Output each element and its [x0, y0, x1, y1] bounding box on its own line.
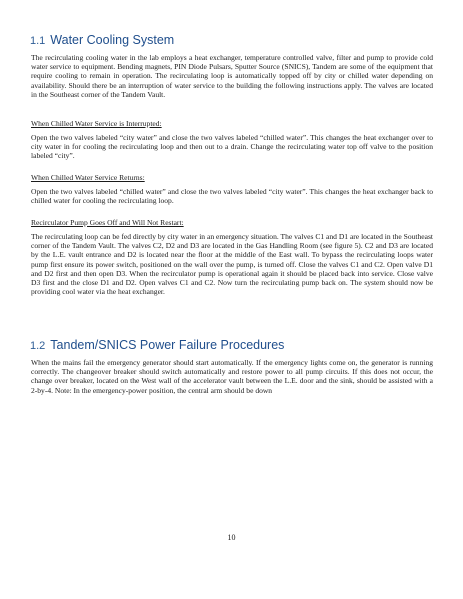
recirculator-pump-paragraph: The recirculating loop can be fed directly by city water in an emergency situation. The valves C1 and D1 are located in the Southeast corner of the Tandem Vault. The valves C2, D2 and D3 are located in the Gas Handling Room (see figure 5). C2 and D3 are located by the L.E. vault entrance and D2 is located near the floor at the middle of the East wall. To bypass the recirculating loops water pump first ensure its power switch, positioned on the wall over the pump, is turned off. Close the valves C1 and C2. Open valve D1 and D2 first and then open D3. When the recirculator pump is operational again it should be placed back into service. Close valve D3 first and the close D1 and D2. Open valves C1 and C2. Now turn the recirculating pump back on. The system should now be providing cool water via the heat exchanger.: [31, 232, 433, 297]
section-heading-water-cooling: [30, 33, 174, 48]
subheading-recirculator-pump-off: Recirculator Pump Goes Off and Will Not Restart:: [31, 218, 184, 227]
water-cooling-intro-paragraph: The recirculating cooling water in the lab employs a heat exchanger, temperature controlled valve, filter and pump to provide cold water service to equipment. Bending magnets, PIN Diode Pulsars, Sputter Source (SNICS), Tandem are some of the equipment that require cooling to remain in operation. The recirculating loop is automatically topped off by city or chilled water depending on availability. Should there be an interruption of water service to the building the following instructions apply. The valves are located in the Southeast corner of the Tandem Vault.: [31, 53, 433, 99]
section-number: 1.1: [30, 35, 46, 47]
chilled-water-returns-paragraph: Open the two valves labeled “chilled water” and close the two valves labeled “city water”. This changes the heat exchanger back to chilled water for cooling the recirculating loop.: [31, 187, 433, 206]
section-title: Tandem/SNICS Power Failure Procedures: [50, 338, 285, 352]
subheading-chilled-water-returns: When Chilled Water Service Returns:: [31, 173, 145, 182]
section-heading-power-failure: [30, 338, 284, 353]
power-failure-paragraph: When the mains fail the emergency generator should start automatically. If the emergency lights come on, the generator is running correctly. The changeover breaker should switch automatically and restore power to all pump circuits. If this does not occur, the change over breaker, located on the West wall of the accelerator vault between the L.E. door and the sink, should be assisted with a 2-by-4. Note: In the emergency-power position, the central arm should be down: [31, 358, 433, 395]
section-number: 1.2: [30, 340, 46, 352]
section-title: Water Cooling System: [50, 33, 175, 47]
subheading-chilled-water-interrupted: When Chilled Water Service is Interrupted:: [31, 119, 162, 128]
chilled-water-interrupted-paragraph: Open the two valves labeled “city water” and close the two valves labeled “chilled water”. This changes the heat exchanger over to city water in for cooling the recirculating loop and then out to a drain. Change the recirculating water top off valve to the position labeled “city”.: [31, 133, 433, 161]
page-number: 10: [227, 533, 236, 542]
